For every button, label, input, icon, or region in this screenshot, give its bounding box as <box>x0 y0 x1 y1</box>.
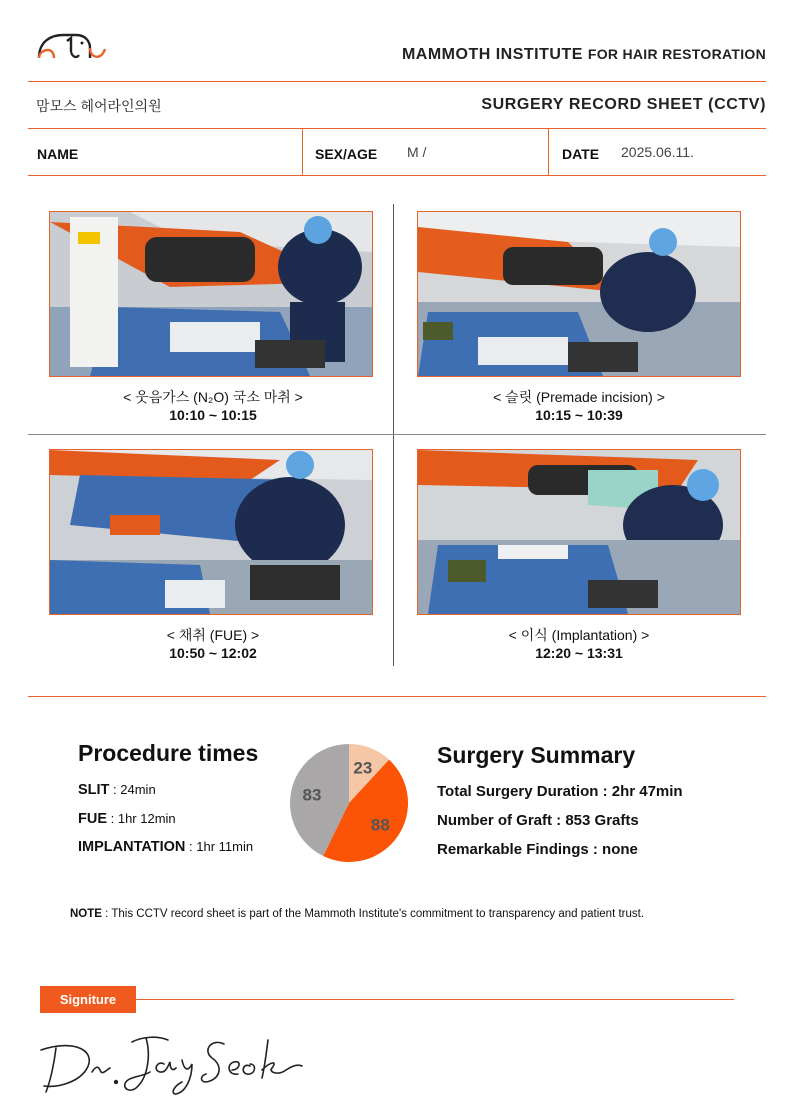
procedure-row: FUE : 1hr 12min <box>78 811 176 827</box>
procedure-value: 1hr 12min <box>117 811 176 826</box>
pie-data-label: 88 <box>370 815 390 835</box>
procedure-pie-chart <box>288 742 410 864</box>
photo-caption <box>33 387 393 423</box>
divider <box>28 128 766 129</box>
sexage-label: SEX/AGE <box>315 146 378 162</box>
summary-findings: Remarkable Findings : none <box>437 841 638 858</box>
divider <box>548 129 549 175</box>
photo-caption <box>399 387 759 423</box>
caption-time: 10:50 ~ 12:02 <box>169 645 257 661</box>
caption-time: 10:15 ~ 10:39 <box>535 407 623 423</box>
photo-caption <box>33 625 393 661</box>
divider <box>28 81 766 82</box>
date-label: DATE <box>562 146 600 162</box>
caption-name: < 채취 (FUE) > <box>166 627 260 643</box>
grid-divider-horizontal <box>28 434 766 435</box>
procedure-row: IMPLANTATION : 1hr 11min <box>78 839 254 855</box>
grid-divider-vertical <box>393 204 394 666</box>
note-label: NOTE <box>70 908 102 920</box>
institute-main: MAMMOTH INSTITUTE <box>401 46 583 63</box>
handwritten-signature <box>36 1030 306 1096</box>
signature-badge: Signiture <box>40 986 136 1013</box>
caption-name: < 슬릿 (Premade incision) > <box>493 389 665 405</box>
procedure-value: 24min <box>120 782 156 797</box>
summary-graft-count: Number of Graft : 853 Grafts <box>437 812 639 829</box>
pie-data-label: 23 <box>353 758 373 778</box>
procedure-label: IMPLANTATION <box>78 839 186 855</box>
note-text: : This CCTV record sheet is part of the Mammoth Institute's commitment to transparency and patient trust. <box>105 908 645 920</box>
photo-caption <box>399 625 759 661</box>
divider <box>28 696 766 697</box>
summary-total-duration: Total Surgery Duration : 2hr 47min <box>437 783 683 800</box>
procedure-label: FUE <box>78 811 107 827</box>
procedure-times-title: Procedure times <box>78 740 259 766</box>
institute-sub: FOR HAIR RESTORATION <box>587 46 766 62</box>
photo-fue <box>49 449 373 615</box>
name-label: NAME <box>37 146 79 162</box>
sheet-title: SURGERY RECORD SHEET (CCTV) <box>481 96 766 113</box>
caption-name: < 웃음가스 (N₂O) 국소 마취 > <box>123 389 303 405</box>
procedure-row: SLIT : 24min <box>78 782 156 798</box>
pie-data-label: 83 <box>302 785 322 805</box>
divider <box>28 175 766 176</box>
surgery-summary-title: Surgery Summary <box>437 742 636 768</box>
note <box>70 908 644 920</box>
photo-slit <box>417 211 741 377</box>
sexage-value: M / <box>407 144 427 160</box>
signature-line <box>136 999 734 1000</box>
caption-time: 12:20 ~ 13:31 <box>535 645 623 661</box>
divider <box>302 129 303 175</box>
procedure-value: 1hr 11min <box>196 839 254 854</box>
clinic-name: 맘모스 헤어라인의원 <box>36 98 162 114</box>
date-value: 2025.06.11. <box>621 144 694 160</box>
mammoth-logo <box>36 28 108 64</box>
institute-title <box>402 46 766 64</box>
photo-implantation <box>417 449 741 615</box>
procedure-label: SLIT <box>78 782 110 798</box>
photo-anesthesia <box>49 211 373 377</box>
caption-name: < 이식 (Implantation) > <box>508 627 650 643</box>
caption-time: 10:10 ~ 10:15 <box>169 407 257 423</box>
